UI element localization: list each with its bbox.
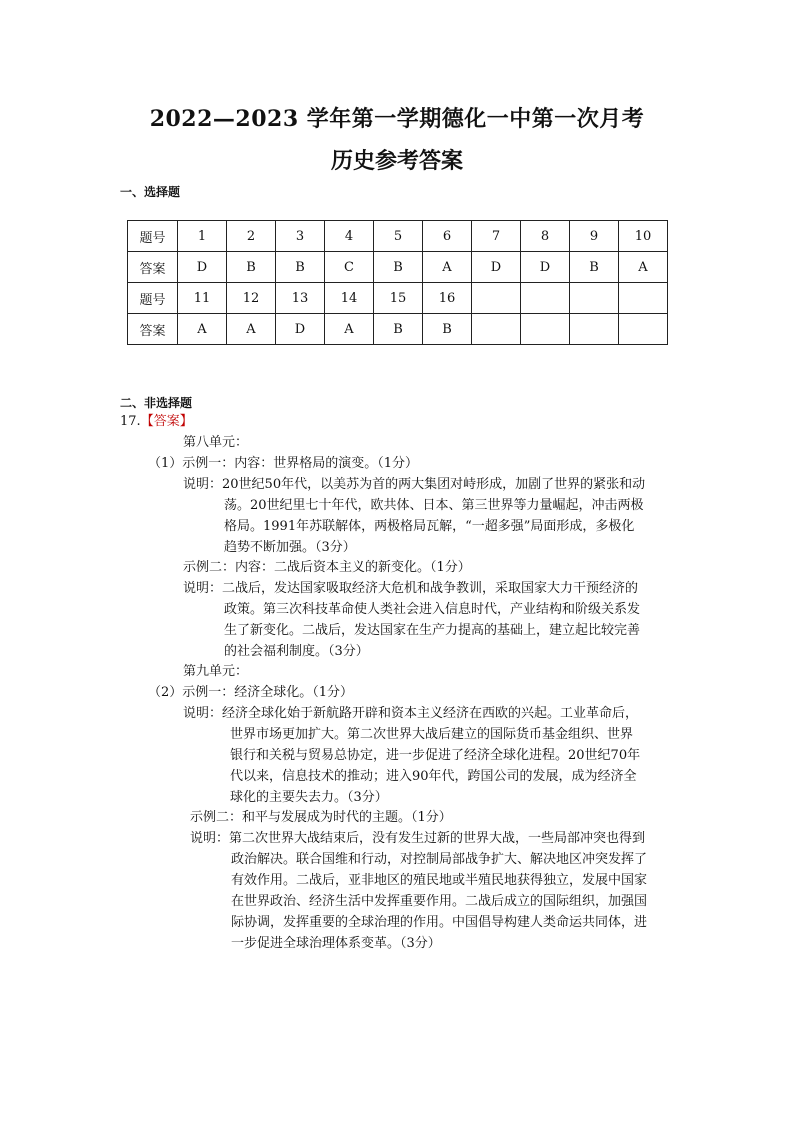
- table-cell: 2: [227, 221, 276, 252]
- table-cell: 14: [325, 283, 374, 314]
- table-cell: 8: [521, 221, 570, 252]
- table-cell: 10: [619, 221, 668, 252]
- table-cell: [619, 283, 668, 314]
- table-cell: B: [423, 314, 472, 345]
- table-cell: 12: [227, 283, 276, 314]
- table-cell: 6: [423, 221, 472, 252]
- table-cell: B: [570, 252, 619, 283]
- explanation-line: 格局。1991年苏联解体，两极格局瓦解，“一超多强”局面形成，多极化: [224, 519, 635, 534]
- table-cell: [570, 283, 619, 314]
- explanation-line: 一步促进全球治理体系变革。（3分）: [231, 936, 441, 951]
- explanation-line: 的社会福利制度。（3分）: [224, 644, 369, 659]
- table-cell: 9: [570, 221, 619, 252]
- part-2-example-2: 示例二：和平与发展成为时代的主题。（1分）: [190, 810, 452, 825]
- table-cell: 16: [423, 283, 472, 314]
- table-cell: [472, 314, 521, 345]
- explanation-line: 代以来，信息技术的推动；进入90年代，跨国公司的发展，成为经济全: [230, 769, 637, 784]
- table-cell: A: [423, 252, 472, 283]
- unit-8-heading: 第八单元：: [183, 435, 249, 450]
- explanation-line: 说明：二战后，发达国家吸取经济大危机和战争教训，采取国家大力干预经济的: [183, 581, 639, 596]
- table-cell: [570, 314, 619, 345]
- explanation-line: 趋势不断加强。（3分）: [224, 540, 356, 555]
- table-cell: 题号: [128, 283, 178, 314]
- table-cell: 11: [178, 283, 227, 314]
- table-cell: 13: [276, 283, 325, 314]
- table-cell: C: [325, 252, 374, 283]
- answer-tag: 【答案】: [140, 414, 193, 429]
- table-cell: 7: [472, 221, 521, 252]
- table-cell: D: [276, 314, 325, 345]
- table-cell: 1: [178, 221, 227, 252]
- table-cell: B: [227, 252, 276, 283]
- table-cell: 题号: [128, 221, 178, 252]
- table-cell: [521, 314, 570, 345]
- part-1-example-1: （1）示例一：内容：世界格局的演变。（1分）: [148, 456, 419, 471]
- table-cell: A: [619, 252, 668, 283]
- page-subtitle: 历史参考答案: [330, 148, 463, 174]
- table-cell: [619, 314, 668, 345]
- explanation-line: 荡。20世纪里七十年代，欧共体、日本、第三世界等力量崛起，冲击两极: [224, 498, 644, 513]
- explanation-line: 政策。第三次科技革命使人类社会进入信息时代，产业结构和阶级关系发: [224, 602, 641, 617]
- table-cell: D: [521, 252, 570, 283]
- table-row: [128, 252, 668, 283]
- explanation-line: 政治解决。联合国维和行动，对控制局部战争扩大、解决地区冲突发挥了: [231, 852, 648, 867]
- table-cell: D: [178, 252, 227, 283]
- table-cell: [472, 283, 521, 314]
- table-cell: A: [178, 314, 227, 345]
- explanation-line: 球化的主要失去力。（3分）: [230, 790, 388, 805]
- table-cell: A: [325, 314, 374, 345]
- unit-9-heading: 第九单元：: [183, 664, 249, 679]
- table-cell: 答案: [128, 314, 178, 345]
- question-17-header: [120, 412, 193, 432]
- explanation-line: 有效作用。二战后，亚非地区的殖民地或半殖民地获得独立，发展中国家: [231, 873, 648, 888]
- explanation-line: 在世界政治、经济生活中发挥重要作用。二战后成立的国际组织，加强国: [231, 894, 648, 909]
- table-cell: A: [227, 314, 276, 345]
- explanation-line: 说明：第二次世界大战结束后，没有发生过新的世界大战，一些局部冲突也得到: [190, 831, 646, 846]
- table-cell: 15: [374, 283, 423, 314]
- explanation-line: 银行和关税与贸易总协定，进一步促进了经济全球化进程。20世纪70年: [230, 748, 641, 763]
- table-cell: B: [374, 314, 423, 345]
- question-number: 17.: [120, 414, 141, 429]
- table-row: [128, 314, 668, 345]
- table-cell: 答案: [128, 252, 178, 283]
- explanation-line: 世界市场更加扩大。第二次世界大战后建立的国际货币基金组织、世界: [230, 727, 634, 742]
- table-cell: B: [276, 252, 325, 283]
- answer-table: [127, 220, 668, 345]
- table-cell: D: [472, 252, 521, 283]
- table-row: [128, 221, 668, 252]
- page-title: 2022—2023 学年第一学期德化一中第一次月考: [149, 106, 645, 132]
- table-row: [128, 283, 668, 314]
- explanation-line: 说明：20世纪50年代，以美苏为首的两大集团对峙形成，加剧了世界的紧张和动: [183, 477, 646, 492]
- explanation-line: 生了新变化。二战后，发达国家在生产力提高的基础上，建立起比较完善: [224, 623, 641, 638]
- explanation-line: 说明：经济全球化始于新航路开辟和资本主义经济在西欧的兴起。工业革命后，: [183, 706, 639, 721]
- table-cell: 3: [276, 221, 325, 252]
- table-cell: B: [374, 252, 423, 283]
- part-1-example-2: 示例二：内容：二战后资本主义的新变化。（1分）: [183, 560, 471, 575]
- section-heading-choice: 一、选择题: [120, 185, 181, 199]
- table-cell: 4: [325, 221, 374, 252]
- table-cell: 5: [374, 221, 423, 252]
- explanation-line: 际协调，发挥重要的全球治理的作用。中国倡导构建人类命运共同体，进: [231, 915, 648, 930]
- part-2-example-1: （2）示例一：经济全球化。（1分）: [148, 685, 354, 700]
- section-heading-nonchoice: 二、非选择题: [120, 396, 193, 410]
- table-cell: [521, 283, 570, 314]
